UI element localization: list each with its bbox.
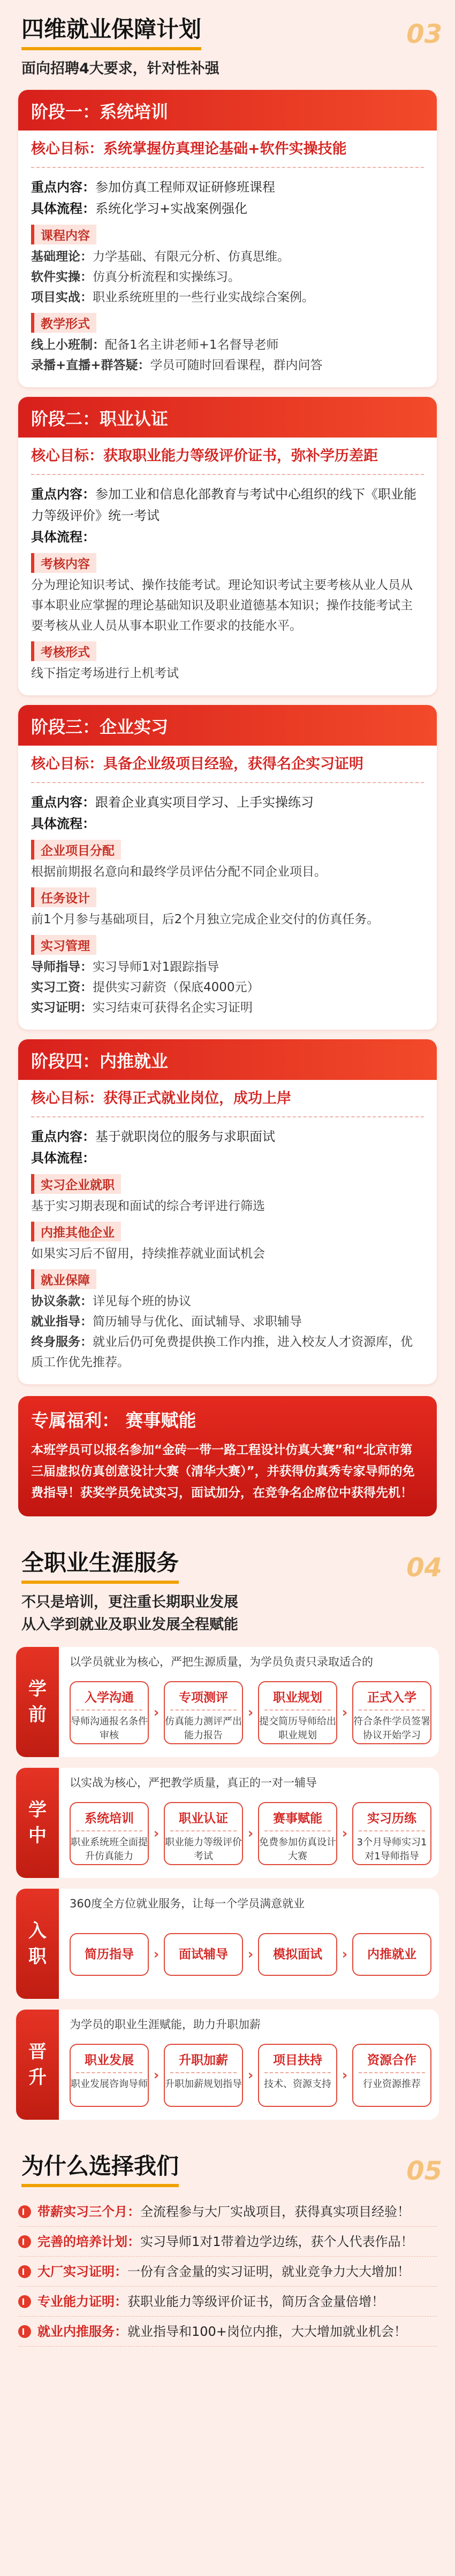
step-desc: 升职加薪规划指导 [165, 2079, 242, 2090]
section-title: 全职业生涯服务 [21, 1545, 179, 1584]
step-title: 升职加薪 [170, 2050, 237, 2073]
check-icon [18, 2235, 31, 2248]
stage-body [18, 746, 437, 1030]
stage-title: 阶段四：内推就业 [18, 1039, 437, 1080]
panel-side-char: 入 [28, 1920, 47, 1942]
panel-description: 360度全方位就业服务，让每一个学员满意就业 [70, 1897, 305, 1910]
stage-line-text: 参加工业和信息化部教育与考试中心组织的线下《职业能力等级评价》统一考试 [31, 487, 416, 523]
step-box [164, 1802, 243, 1865]
stage-block-item [31, 267, 424, 287]
step-box [258, 2044, 337, 2107]
stage-line-label: 具体流程： [31, 201, 95, 216]
stage-line-label: 具体流程： [31, 530, 95, 545]
section-subtitle-line-2: 从入学到就业及职业发展全程赋能 [21, 1616, 238, 1633]
stage-block-item [31, 575, 424, 636]
stage-block-item [31, 1312, 424, 1332]
stage-block-item-label: 导师指导： [31, 960, 93, 974]
stage-block-tag: 考核内容 [31, 553, 96, 573]
why-item-bold: 专业能力证明： [37, 2294, 127, 2309]
step-box: 简历指导 [70, 1933, 149, 1976]
panel-steps [70, 1920, 431, 1989]
why-item-bold: 带薪实习三个月： [37, 2204, 140, 2219]
step-desc: 行业资源推荐 [363, 2079, 421, 2090]
arrow-icon: › [153, 1946, 160, 1962]
step-box [352, 1802, 431, 1865]
panel-side-char: 学 [28, 1678, 47, 1700]
section-title: 为什么选择我们 [21, 2149, 179, 2187]
stage-card [18, 90, 437, 387]
career-panel [16, 2010, 439, 2120]
step-desc: 职业发展咨询导师 [71, 2079, 148, 2090]
stage-block-tag: 实习企业就职 [31, 1174, 121, 1194]
stage-block-item-text: 配备1名主讲老师+1名督导老师 [105, 338, 279, 352]
step-title: 实习历练 [359, 1808, 425, 1831]
stage-block-item [31, 957, 424, 977]
why-item-text: 全流程参与大厂实战项目，获得真实项目经验！ [140, 2204, 410, 2219]
stage-block-item [31, 1291, 424, 1312]
stage-goal: 核心目标：获得正式就业岗位，成功上岸 [31, 1088, 424, 1117]
section-number: 03 [406, 19, 442, 49]
step-title: 资源合作 [359, 2050, 425, 2073]
why-item-bold: 完善的培养计划： [37, 2234, 140, 2249]
step-title: 系统培训 [76, 1808, 142, 1831]
panel-steps [70, 2041, 431, 2110]
stage-block-item-label: 实习证明： [31, 1001, 93, 1015]
panel-side-label [16, 1647, 59, 1757]
panel-description: 为学员的职业生涯赋能，助力升职加薪 [70, 2018, 261, 2031]
stage-block-item-text: 如果实习后不留用，持续推荐就业面试机会 [31, 1247, 265, 1261]
section-subtitle: 面向招聘4大要求，针对性补强 [21, 60, 219, 77]
stage-card [18, 1039, 437, 1384]
why-item [18, 2257, 437, 2287]
stage-body [18, 438, 437, 695]
step-title: 专项测评 [170, 1688, 237, 1711]
check-icon [18, 2325, 31, 2338]
stage-block-item-text: 学员可随时回看课程，群内问答 [150, 358, 323, 372]
why-choose-list [18, 2197, 437, 2347]
stage-block-item-text: 实习结束可获得名企实习证明 [93, 1001, 253, 1015]
stage-block-item-label: 录播+直播+群答疑： [31, 358, 150, 372]
step-title: 入学沟通 [76, 1688, 142, 1711]
stage-line-label: 重点内容： [31, 487, 95, 502]
stage-block-tag: 内推其他企业 [31, 1222, 121, 1241]
panel-side-char: 升 [28, 2067, 47, 2088]
stage-line [31, 526, 424, 548]
panel-description: 以实战为核心，严把教学质量，真正的一对一辅导 [70, 1776, 317, 1789]
arrow-icon: › [342, 1826, 348, 1842]
career-panel-list [0, 1647, 455, 2120]
stage-line-text: 跟着企业真实项目学习、上手实操练习 [95, 795, 314, 810]
stage-goal: 核心目标：获取职业能力等级评价证书，弥补学历差距 [31, 446, 424, 475]
stage-line [31, 813, 424, 834]
stage-block-item-label: 线上小班制： [31, 338, 105, 352]
why-item-text: 获职业能力等级评价证书，简历含金量倍增！ [127, 2294, 384, 2309]
stage-line-label: 重点内容： [31, 180, 95, 195]
panel-side-label [16, 1768, 59, 1878]
stage-line-label: 重点内容： [31, 1129, 95, 1144]
stage-block-item-label: 协议条款： [31, 1294, 93, 1308]
stage-block-item-label: 终身服务： [31, 1335, 93, 1349]
section-number: 05 [406, 2156, 442, 2186]
stage-block-item-label: 项目实战： [31, 290, 93, 304]
stage-block-item-text: 分为理论知识考试、操作技能考试。理论知识考试主要考核从业人员从事本职业应掌握的理论基础知识及职业道德基本知识；操作技能考试主要考核从业人员从事本职业工作要求的技能水平。 [31, 578, 413, 633]
stage-card [18, 705, 437, 1030]
stage-block-item-label: 就业指导： [31, 1315, 93, 1329]
arrow-icon: › [153, 1705, 160, 1721]
panel-side-char: 晋 [28, 2041, 47, 2063]
step-box [70, 1681, 149, 1744]
section-subtitle-line-1: 不只是培训，更注重长期职业发展 [21, 1594, 238, 1611]
panel-side-label [16, 2010, 59, 2120]
stage-line [31, 484, 424, 526]
career-panel [16, 1889, 439, 1999]
arrow-icon: › [342, 1705, 348, 1721]
why-item-text: 就业指导和100+岗位内推，大大增加就业机会！ [127, 2324, 407, 2339]
exclusive-benefit-card [18, 1396, 437, 1516]
why-item [18, 2227, 437, 2257]
stage-title: 阶段二：职业认证 [18, 397, 437, 438]
stage-block-item-text: 就业后仍可免费提供换工作内推，进入校友人才资源库，优质工作优先推荐。 [31, 1335, 413, 1369]
career-panel [16, 1768, 439, 1878]
stage-block-tag: 任务设计 [31, 887, 96, 907]
why-item [18, 2317, 437, 2347]
stage-line [31, 1126, 424, 1147]
stage-block-item [31, 1244, 424, 1264]
arrow-icon: › [247, 2067, 254, 2083]
stage-block-item-text: 仿真分析流程和实操练习。 [93, 270, 240, 284]
panel-side-char: 职 [28, 1946, 47, 1967]
why-item-text: 实习导师1对1带着边学边练，获个人代表作品！ [140, 2234, 414, 2249]
stage-line [31, 792, 424, 813]
panel-side-char: 前 [28, 1704, 47, 1726]
stage-line-text: 基于就职岗位的服务与求职面试 [95, 1129, 275, 1144]
stage-list [0, 90, 455, 1384]
stage-block-tag: 考核形式 [31, 641, 96, 661]
check-icon [18, 2295, 31, 2308]
step-box: 模拟面试 [258, 1933, 337, 1976]
arrow-icon: › [342, 2067, 348, 2083]
arrow-icon: › [153, 1826, 160, 1842]
step-box: 内推就业 [352, 1933, 431, 1976]
stage-block-item-text: 力学基础、有限元分析、仿真思维。 [93, 250, 290, 264]
career-panel [16, 1647, 439, 1757]
exclusive-title: 专属福利： 赛事赋能 [31, 1410, 196, 1431]
stage-block-item-text: 实习导师1对1跟踪指导 [93, 960, 219, 974]
stage-line-label: 具体流程： [31, 816, 95, 831]
panel-description: 以学员就业为核心，严把生源质量，为学员负责只录取适合的 [70, 1655, 373, 1668]
panel-side-char: 学 [28, 1799, 47, 1821]
step-box [258, 1802, 337, 1865]
step-box [164, 1681, 243, 1744]
stage-line [31, 1147, 424, 1169]
section-03-header [0, 0, 455, 80]
stage-block-item-text: 职业系统班里的一些行业实战综合案例。 [93, 290, 314, 304]
stage-body [18, 131, 437, 387]
stage-line-label: 重点内容： [31, 795, 95, 810]
why-item [18, 2197, 437, 2227]
step-box [258, 1681, 337, 1744]
stage-block-item-text: 前1个月参与基础项目，后2个月独立完成企业交付的仿真任务。 [31, 913, 380, 926]
stage-block-item [31, 663, 424, 684]
stage-block-item-text: 线下指定考场进行上机考试 [31, 666, 179, 680]
stage-title: 阶段三：企业实习 [18, 705, 437, 746]
stage-block-item-label: 软件实操： [31, 270, 93, 284]
stage-block-item [31, 1196, 424, 1216]
stage-title: 阶段一：系统培训 [18, 90, 437, 131]
stage-block-item [31, 355, 424, 375]
stage-block-item-text: 提供实习薪资（保底4000元） [93, 980, 260, 994]
step-box: 面试辅导 [164, 1933, 243, 1976]
arrow-icon: › [247, 1946, 254, 1962]
step-title: 项目扶持 [264, 2050, 331, 2073]
step-box [70, 1802, 149, 1865]
stage-block-item [31, 909, 424, 930]
check-icon [18, 2265, 31, 2278]
panel-side-label [16, 1889, 59, 1999]
step-desc: 技术、资源支持 [264, 2079, 331, 2090]
stage-block-item [31, 977, 424, 998]
arrow-icon: › [153, 2067, 160, 2083]
stage-block-item-label: 实习工资： [31, 980, 93, 994]
step-desc: 提交简历导师给出职业规划 [259, 1716, 336, 1741]
section-number: 04 [406, 1553, 442, 1583]
step-box [164, 2044, 243, 2107]
step-desc: 符合条件学员签署协议开始学习 [353, 1716, 430, 1741]
stage-block-item [31, 247, 424, 267]
arrow-icon: › [247, 1705, 254, 1721]
stage-block-tag: 就业保障 [31, 1269, 96, 1289]
step-title: 赛事赋能 [264, 1808, 331, 1831]
stage-line-text: 系统化学习+实战案例强化 [95, 201, 248, 216]
panel-steps [70, 1799, 431, 1868]
stage-block-tag: 教学形式 [31, 313, 96, 333]
step-desc: 3个月导师实习1对1导师指导 [357, 1837, 427, 1862]
step-title: 职业规划 [264, 1688, 331, 1711]
step-title: 职业认证 [170, 1808, 237, 1831]
why-item [18, 2287, 437, 2317]
exclusive-text: 本班学员可以报名参加“金砖一带一路工程设计仿真大赛”和“北京市第三届虚拟仿真创意设计大赛（清华大赛）”，并获得仿真秀专家导师的免费指导！获奖学员免试实习，面试加分，在竞争名企席位中获得先机！ [31, 1443, 415, 1500]
stage-card [18, 397, 437, 695]
stage-block-tag: 课程内容 [31, 225, 96, 244]
stage-goal: 核心目标：具备企业级项目经验，获得名企实习证明 [31, 754, 424, 783]
check-icon [18, 2205, 31, 2218]
stage-block-item [31, 862, 424, 882]
stage-block-item [31, 287, 424, 308]
stage-block-item-text: 简历辅导与优化、面试辅导、求职辅导 [93, 1315, 302, 1329]
stage-block-item-text: 根据前期报名意向和最终学员评估分配不同企业项目。 [31, 865, 327, 879]
step-desc: 免费参加仿真设计大赛 [259, 1837, 336, 1862]
stage-block-item-label: 基础理论： [31, 250, 93, 264]
stage-line-label: 具体流程： [31, 1151, 95, 1166]
stage-block-item [31, 998, 424, 1018]
step-box [70, 2044, 149, 2107]
section-04-header [0, 1534, 455, 1636]
arrow-icon: › [247, 1826, 254, 1842]
step-desc: 职业系统班全面提升仿真能力 [71, 1837, 148, 1862]
section-title: 四维就业保障计划 [21, 12, 201, 50]
step-desc: 职业能力等级评价考试 [165, 1837, 242, 1862]
stage-block-tag: 企业项目分配 [31, 840, 121, 860]
why-item-bold: 就业内推服务： [37, 2324, 127, 2339]
why-item-text: 一份有含金量的实习证明，就业竞争力大大增加！ [127, 2264, 410, 2279]
why-item-bold: 大厂实习证明： [37, 2264, 127, 2279]
stage-block-item [31, 1332, 424, 1373]
stage-line [31, 198, 424, 219]
step-box [352, 1681, 431, 1744]
section-subtitle [21, 1591, 434, 1636]
section-05-header [0, 2137, 455, 2187]
stage-block-item [31, 335, 424, 355]
arrow-icon: › [342, 1946, 348, 1962]
stage-body [18, 1080, 437, 1384]
stage-block-tag: 实习管理 [31, 935, 96, 955]
step-title: 职业发展 [76, 2050, 142, 2073]
step-box [352, 2044, 431, 2107]
stage-line-text: 参加仿真工程师双证研修班课程 [95, 180, 275, 195]
step-desc: 仿真能力测评严出能力报告 [165, 1716, 242, 1741]
step-title: 正式入学 [359, 1688, 425, 1711]
step-desc: 导师沟通报名条件审核 [71, 1716, 148, 1741]
panel-steps [70, 1678, 431, 1747]
stage-line [31, 177, 424, 198]
stage-block-item-text: 详见每个班的协议 [93, 1294, 191, 1308]
panel-side-char: 中 [28, 1825, 47, 1846]
stage-goal: 核心目标：系统掌握仿真理论基础+软件实操技能 [31, 139, 424, 168]
stage-block-item-text: 基于实习期表现和面试的综合考评进行筛选 [31, 1199, 265, 1213]
